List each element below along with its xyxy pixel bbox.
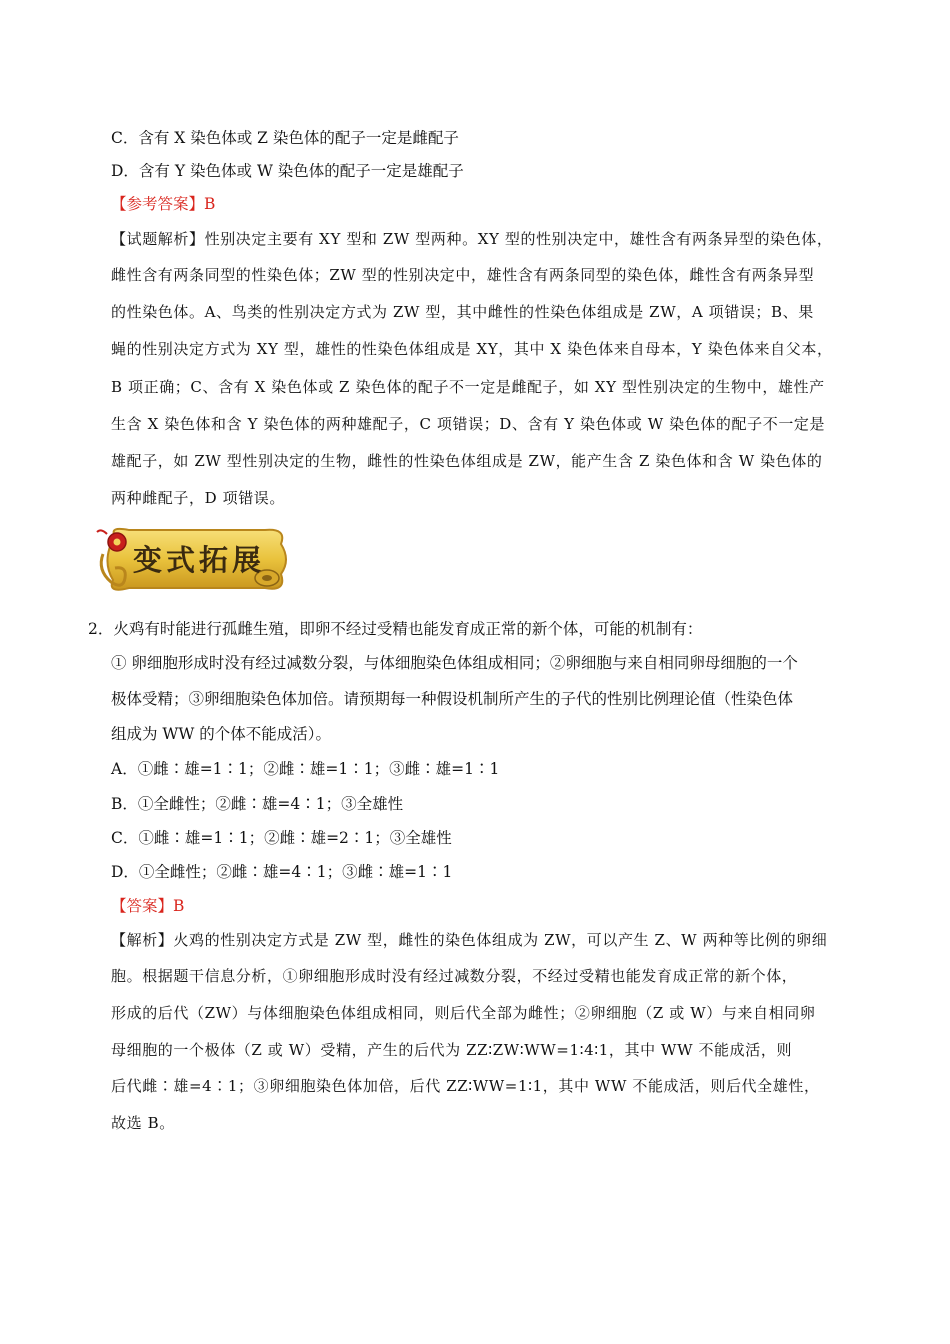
q1-analysis-line: 蝇的性别决定方式为 XY 型，雄性的性染色体组成是 XY，其中 X 染色体来自母本，Y 染色体来自父本， (111, 340, 833, 358)
q2-stem: 2．火鸡有时能进行孤雌生殖，即卵不经过受精也能发育成正常的新个体，可能的机制有： (88, 620, 703, 638)
q1-analysis-line: 雄配子，如 ZW 型性别决定的生物，雌性的性染色体组成是 ZW，能产生含 Z 染色体和含 W 染色体的 (111, 452, 823, 470)
q1-analysis-line: 【试题解析】性别决定主要有 XY 型和 ZW 型两种。XY 型的性别决定中，雄性含有两条异型的染色体， (111, 230, 833, 248)
q2-analysis-line: 【解析】火鸡的性别决定方式是 ZW 型，雌性的染色体组成为 ZW，可以产生 Z、W 两种等比例的卵细 (111, 931, 828, 949)
answer-label: 【答案】 (111, 897, 174, 915)
answer-label: 【参考答案】 (111, 195, 205, 213)
option-d: D．含有 Y 染色体或 W 染色体的配子一定是雄配子 (111, 162, 464, 180)
reference-answer (111, 194, 215, 214)
banner-title: 变式拓展 (132, 543, 266, 577)
q2-answer (111, 896, 184, 916)
q2-analysis-line: 形成的后代（ZW）与体细胞染色体组成相同，则后代全部为雌性；②卵细胞（Z 或 W）与来自相同卵 (111, 1004, 816, 1022)
q1-analysis-line: 生含 X 染色体和含 Y 染色体的两种雄配子，C 项错误；D、含有 Y 染色体或 W 染色体的配子不一定是 (111, 415, 826, 433)
answer-value: B (173, 897, 185, 915)
q2-option-b: B．①全雌性；②雌∶雄=4∶1；③全雄性 (111, 795, 404, 813)
q1-analysis-line: 雌性含有两条同型的性染色体；ZW 型的性别决定中，雄性含有两条同型的染色体，雌性含有两条异型 (111, 266, 815, 284)
q2-option-a: A．①雌∶雄=1∶1；②雌∶雄=1∶1；③雌∶雄=1∶1 (111, 760, 500, 778)
q2-body-line: ① 卵细胞形成时没有经过减数分裂，与体细胞染色体组成相同；②卵细胞与来自相同卵母细胞的一个 (111, 654, 798, 672)
q2-analysis-line: 母细胞的一个极体（Z 或 W）受精，产生的后代为 ZZ∶ZW∶WW=1∶4∶1，其中 WW 不能成活，则 (111, 1041, 793, 1059)
q2-analysis-line: 胞。根据题干信息分析，①卵细胞形成时没有经过减数分裂，不经过受精也能发育成正常的新个体， (111, 967, 798, 985)
variant-extension-banner (95, 524, 291, 596)
option-c: C．含有 X 染色体或 Z 染色体的配子一定是雌配子 (111, 129, 459, 147)
answer-value: B (204, 195, 216, 213)
q2-analysis-line: 后代雌∶雄=4∶1；③卵细胞染色体加倍，后代 ZZ∶WW=1∶1，其中 WW 不能成活，则后代全雄性， (111, 1077, 820, 1095)
q2-option-c: C．①雌∶雄=1∶1；②雌∶雄=2∶1；③全雄性 (111, 829, 452, 847)
q2-option-d: D．①全雌性；②雌∶雄=4∶1；③雌∶雄=1∶1 (111, 863, 453, 881)
q1-analysis-line: 两种雌配子，D 项错误。 (111, 489, 285, 507)
q1-analysis-line: 的性染色体。A、鸟类的性别决定方式为 ZW 型，其中雌性的性染色体组成是 ZW，A 项错误；B、果 (111, 303, 814, 321)
q1-analysis-line: B 项正确；C、含有 X 染色体或 Z 染色体的配子不一定是雌配子，如 XY 型性别决定的生物中，雄性产 (111, 378, 825, 396)
banner-graphic (95, 524, 291, 596)
q2-analysis-line: 故选 B。 (111, 1114, 175, 1132)
q2-body-line: 组成为 WW 的个体不能成活）。 (111, 725, 331, 743)
q2-body-line: 极体受精；③卵细胞染色体加倍。请预期每一种假设机制所产生的子代的性别比例理论值（性染色体 (111, 690, 794, 708)
